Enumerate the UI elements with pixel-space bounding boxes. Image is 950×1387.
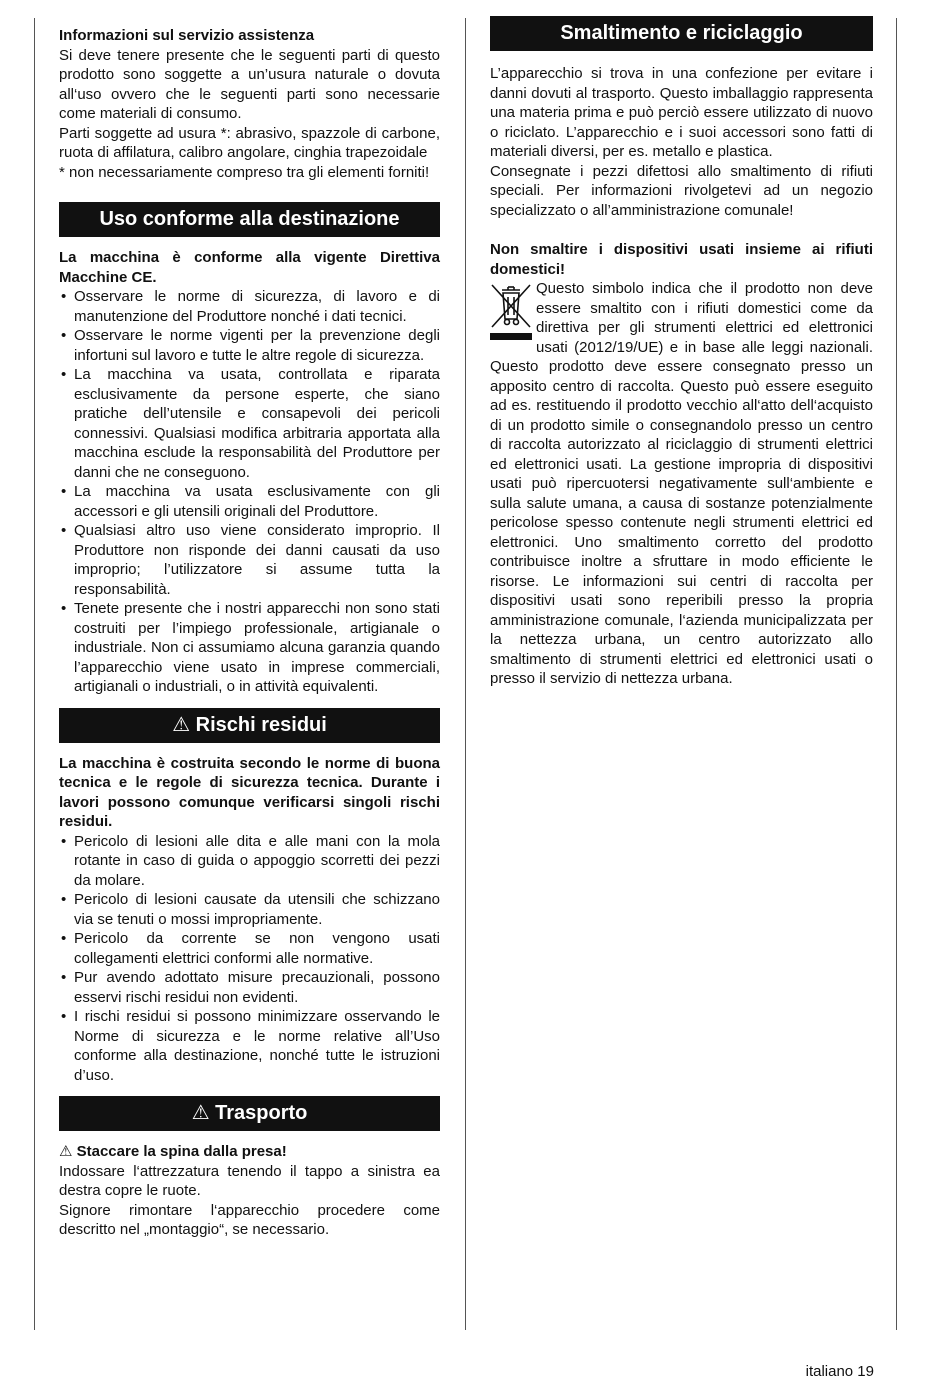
weee-paragraph: Questo simbolo indica che il prodotto non deve essere smaltito con i rifiuti domestici come da direttiva per gli strumenti elettrici ed elettronici usati (2012/19/UE) e in base alle leggi nazionali. Questo prodotto deve essere consegnato presso un apposito centro di raccolta. Questo può essere eseguito ad es. restituendo il prodotto vecchio all‘atto dell‘acquisto di un prodotto simile o consegnandolo presso un centro di raccolta autorizzato al riciclaggio di strumenti elettrici ed elettronici usati. La gestione impropria di dispositivi usati può ripercuotersi negativamente sull‘ambiente e sulla salute umana, a causa di sostanze potenzialmente pericolose spesso contenute negli strumenti elettrici ed elettronici. Uno smaltimento corretto del prodotto contribuisce inoltre a sfruttare in modo efficiente le risorse. Le informazioni sui centri di raccolta per dispositivi usati sono reperibili presso la propria amministrazione comunale, l‘azienda municipalizzata per la nettezza urbana, un centro autorizzato allo smaltimento di strumenti elettrici ed elettronici usati o presso il servizio di nettezza urbana. (490, 280, 873, 687)
intended-use-list (59, 287, 440, 697)
transport-warning: ⚠ Staccare la spina dalla presa! (59, 1143, 287, 1160)
left-column (59, 26, 440, 1240)
list-item: • Pericolo di lesioni causate da utensili che schizzano via se tenuti o mossi impropriamente. (59, 890, 440, 929)
wear-parts-note: * non necessariamente compreso tra gli elementi forniti! (59, 163, 430, 181)
weee-section (490, 279, 873, 689)
disposal-paragraph: Consegnate i pezzi difettosi allo smaltimento di rifiuti speciali. Per informazioni rivolgetevi ad un negozio specializzato o all’amministrazione comunale! (490, 162, 873, 219)
weee-title: Non smaltire i dispositivi usati insieme ai rifiuti domestici! (490, 241, 873, 278)
transport-paragraph: Indossare l‘attrezzatura tenendo il tappo a sinistra ea destra copre le ruote. (59, 1162, 440, 1199)
list-item: • Pur avendo adottato misure precauzionali, possono esservi rischi residui non evidenti. (59, 968, 440, 1007)
right-column (490, 16, 873, 689)
list-item: • Qualsiasi altro uso viene considerato improprio. Il Produttore non risponde dei danni causati da uso improprio; l’utilizzatore si assume tutta la responsabilità. (59, 521, 440, 599)
list-item: • Pericolo da corrente se non vengono usati collegamenti elettrici conformi alle normative. (59, 929, 440, 968)
transport-heading: ⚠ Trasporto (59, 1096, 440, 1131)
crossed-bin-icon (490, 281, 532, 343)
left-margin-line (34, 18, 35, 1330)
list-item: • Osservare le norme vigenti per la prevenzione degli infortuni sul lavoro e tutte le altre regole di sicurezza. (59, 326, 440, 365)
list-item: • Pericolo di lesioni alle dita e alle mani con la mola rotante in caso di guida o appoggio scorretti dei pezzi da molare. (59, 832, 440, 891)
list-item: • La macchina va usata esclusivamente con gli accessori e gli utensili originali del Produttore. (59, 482, 440, 521)
service-info-title: Informazioni sul servizio assistenza (59, 27, 315, 44)
residual-risks-intro: La macchina è costruita secondo le norme di buona tecnica e le regole di sicurezza tecnica. Durante i lavori possono comunque verificarsi singoli rischi residui. (59, 754, 440, 830)
residual-risks-list (59, 832, 440, 1086)
column-divider-line (465, 18, 466, 1330)
list-item: • I rischi residui si possono minimizzare osservando le Norme di sicurezza e le norme relative all’Uso conforme alla destinazione, nonché tutte le istruzioni d’uso. (59, 1007, 440, 1085)
disposal-paragraph: L’apparecchio si trova in una confezione per evitare i danni dovuti al trasporto. Questo imballaggio rappresenta una materia prima e può perciò essere utilizzato di nuovo o riciclato. L’apparecchio e i suoi accessori sono fatti di materiali diversi, per es. metallo e plastica. (490, 65, 873, 160)
service-info-section (59, 26, 440, 182)
transport-paragraph: Signore rimontare l‘apparecchio procedere come descritto nel „montaggio“, se necessario. (59, 1201, 440, 1238)
page-number: italiano 19 (805, 1363, 874, 1380)
list-item: • Osservare le norme di sicurezza, di lavoro e di manutenzione del Produttore nonché i dati tecnici. (59, 287, 440, 326)
service-info-paragraph: Si deve tenere presente che le seguenti parti di questo prodotto sono soggette a un’usura naturale o dovuta all‘uso ovvero che le seguenti parti sono necessarie come materiali di consumo. (59, 46, 440, 122)
wear-parts-paragraph: Parti soggette ad usura *: abrasivo, spazzole di carbone, ruota di affilatura, calibro angolare, cinghia trapezoidale (59, 124, 440, 161)
list-item: • Tenete presente che i nostri apparecchi non sono stati costruiti per l’impiego professionale, artigianale o industriale. Non ci assumiamo alcuna garanzia quando l’apparecchio viene usato in imprese commerciali, artigianali o industriali, o in attività equivalenti. (59, 599, 440, 697)
residual-risks-heading: ⚠ Rischi residui (59, 708, 440, 743)
disposal-heading: Smaltimento e riciclaggio (490, 16, 873, 51)
intended-use-heading: Uso conforme alla destinazione (59, 202, 440, 237)
list-item: • La macchina va usata, controllata e riparata esclusivamente da persone esperte, che siano pratiche dell’utensile e consapevoli dei pericoli connessivi. Qualsiasi modifica arbitraria apportata alla macchina esclude la responsabilità del Produttore per danni che ne conseguono. (59, 365, 440, 482)
right-margin-line (896, 18, 897, 1330)
intended-use-intro: La macchina è conforme alla vigente Direttiva Macchine CE. (59, 249, 440, 286)
